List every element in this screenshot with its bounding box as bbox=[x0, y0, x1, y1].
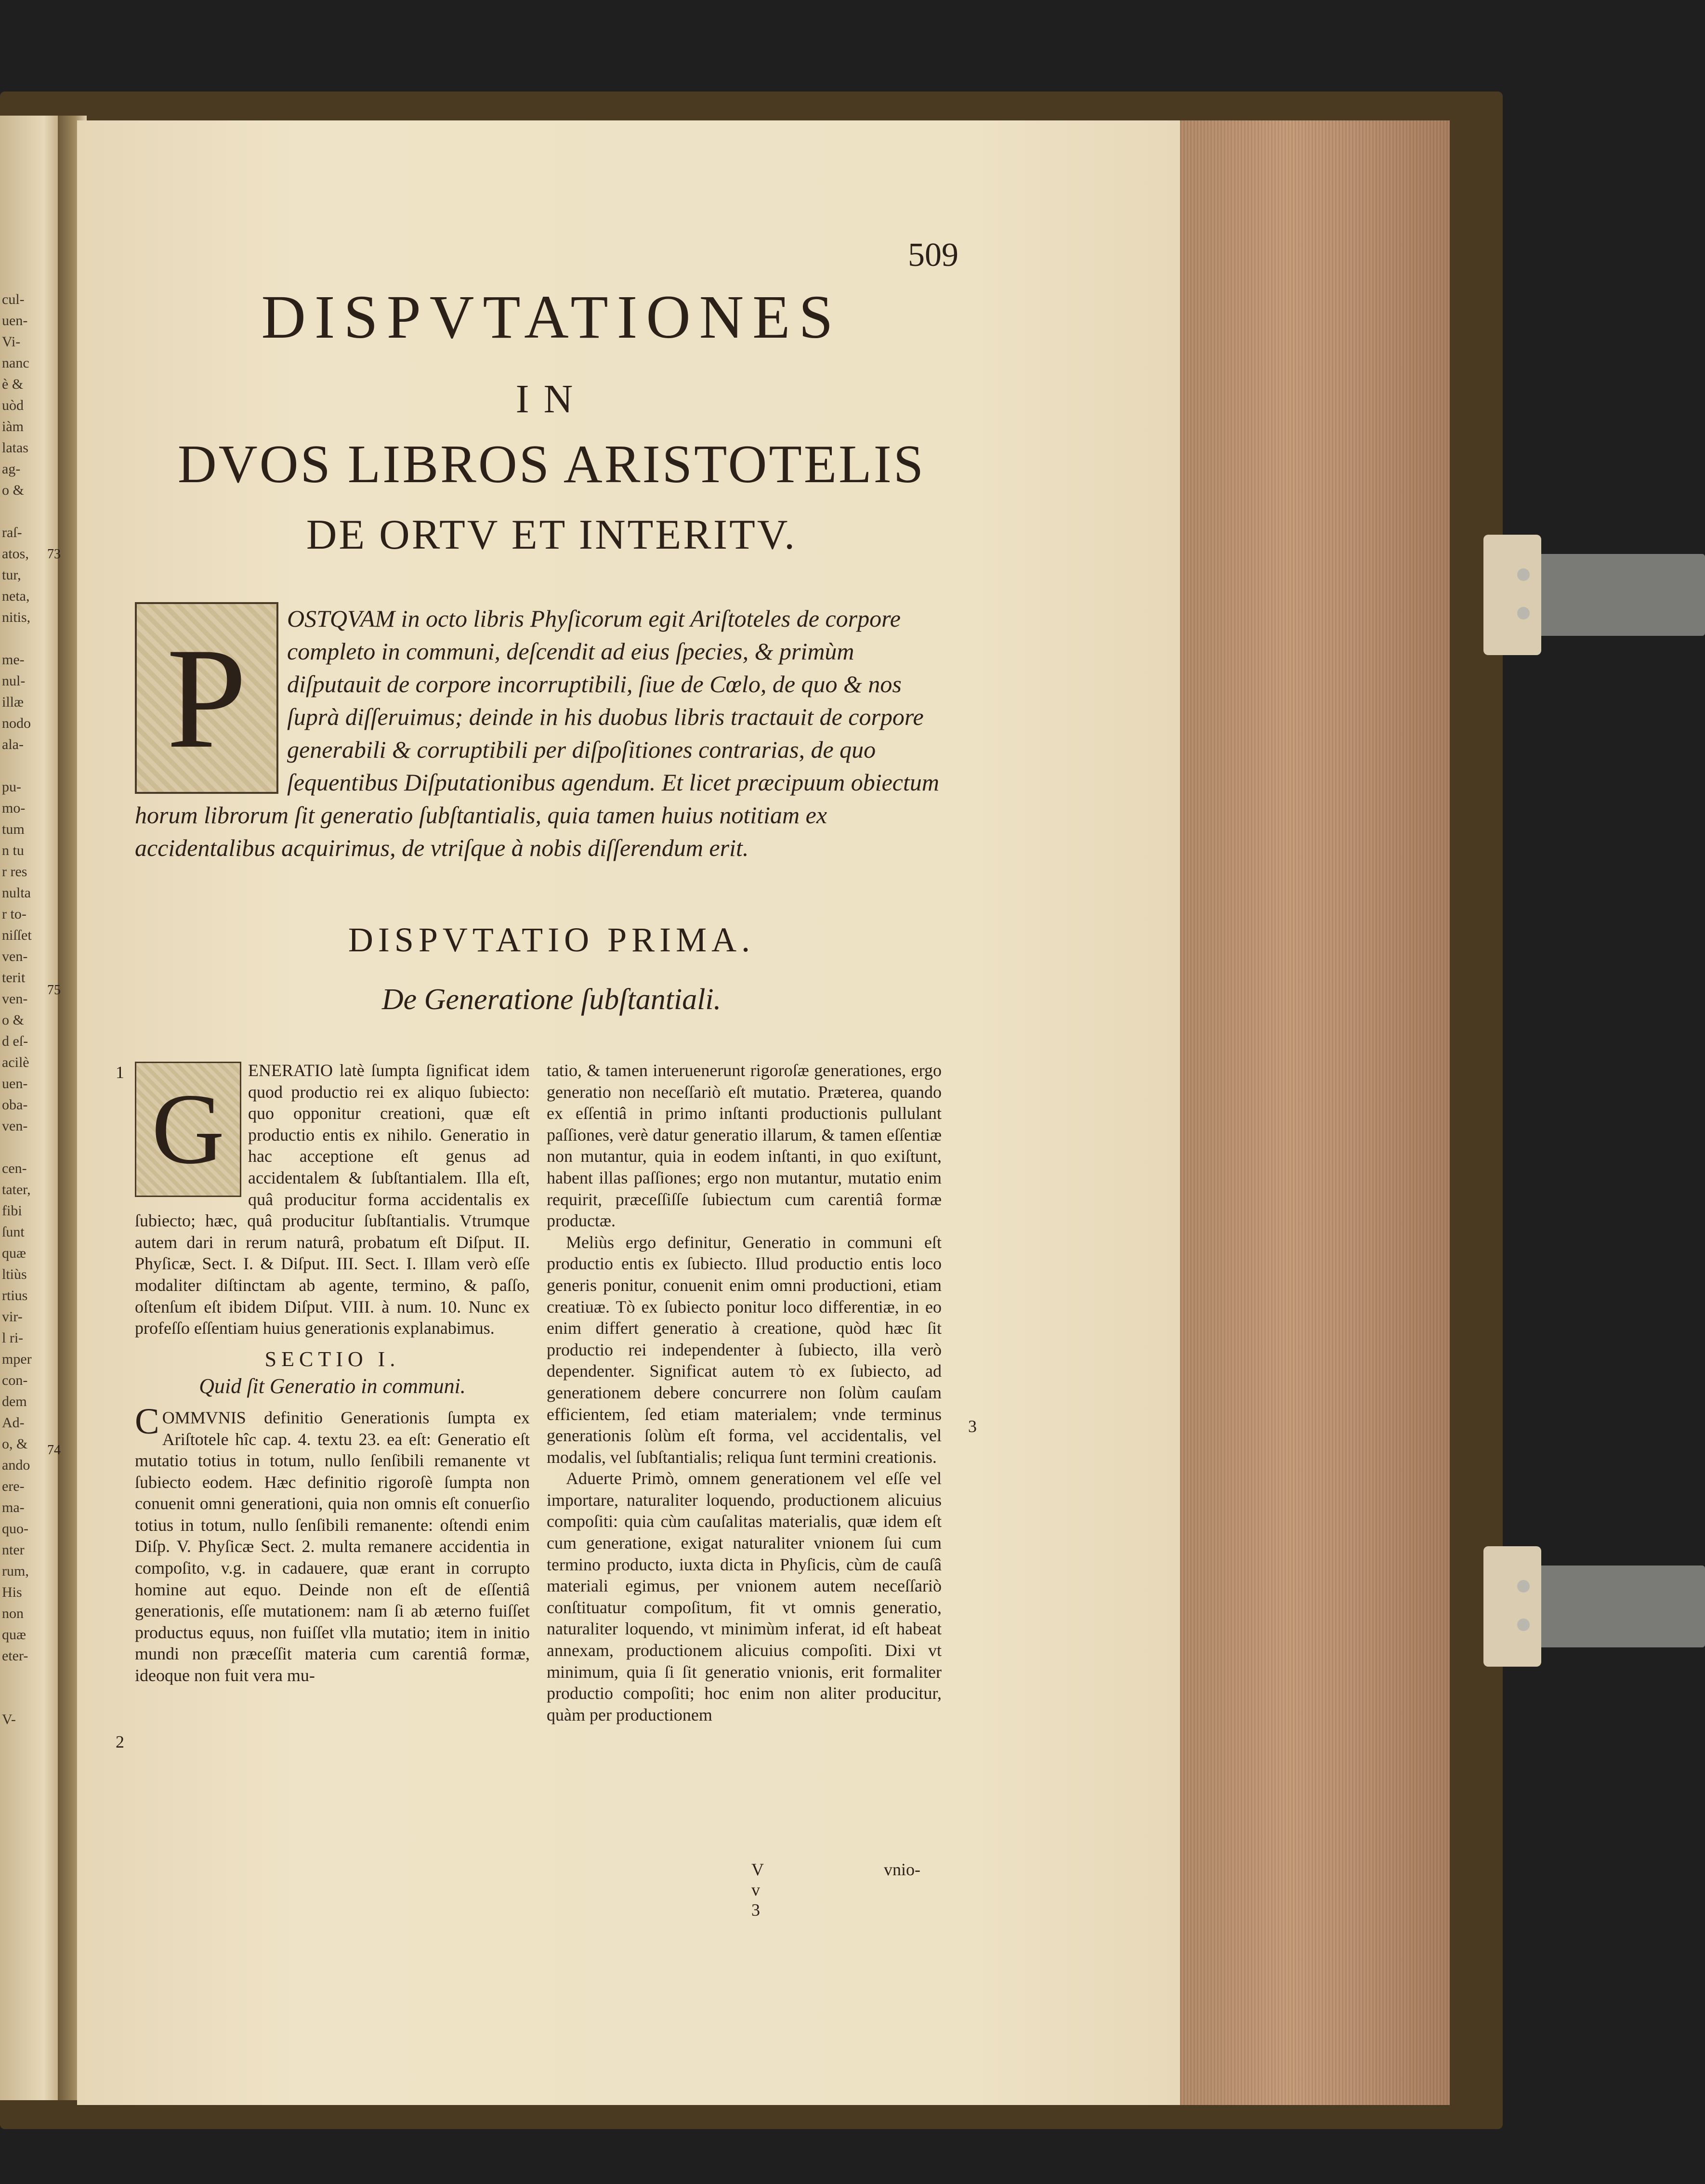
paragraph: Meliùs ergo definitur, Generatio in communi eſt productio entis ex ſubiecto. Illud productio entis loco generis ponitur, conuenit enim omni productioni, etiam creatiuæ. Tò ex ſubiecto ponitur loco differentiæ, in eo enim differt generatio à creatione, quòd hæc ſit productio rei independenter à ſubiecto, illa verò dependenter. Significat autem τὸ ex ſubiecto, ad generationem debere concurrere non ſolùm cauſam efficientem, ſed etiam materialem; vnde terminus generationis ſolùm eſt forma, vel accidentalis, vel modalis, vel ſubſtantialis; reliqua ſunt termini creationis. bbox=[547, 1232, 942, 1467]
left-page-fragment: rum, bbox=[2, 1563, 29, 1579]
left-page-fragment: o & bbox=[2, 1012, 24, 1028]
left-page-text bbox=[0, 116, 63, 1730]
upper-clasp bbox=[1498, 554, 1705, 636]
left-page-fragment: quæ bbox=[2, 1627, 26, 1643]
margin-number: 3 bbox=[968, 1417, 977, 1436]
left-page-fragment: cul- bbox=[2, 291, 25, 307]
disputatio-subtitle: De Generatione ſubſtantiali. bbox=[381, 983, 721, 1016]
left-page-fragment: ven- bbox=[2, 1118, 28, 1134]
decorated-initial-letter: G bbox=[151, 1073, 225, 1185]
rivet-icon bbox=[1517, 607, 1530, 619]
left-page-fragment: Ad- bbox=[2, 1415, 25, 1431]
margin-number: 1 bbox=[116, 1063, 124, 1082]
left-page-fragment: con- bbox=[2, 1372, 28, 1388]
left-page-fragment: mper bbox=[2, 1351, 32, 1367]
title-line-1: DISPVTATIONES bbox=[261, 283, 842, 351]
clasp-plate bbox=[1483, 535, 1541, 655]
left-page-fragment: V- bbox=[2, 1711, 16, 1727]
left-page-fragment: cen- bbox=[2, 1160, 27, 1176]
left-page-fragment: atos, bbox=[2, 546, 29, 562]
left-page-fragment: niſſet bbox=[2, 927, 32, 943]
left-page-fragment: pu- bbox=[2, 779, 21, 795]
intro-paragraph bbox=[135, 602, 954, 864]
section-heading: SECTIO I. bbox=[264, 1347, 400, 1371]
left-page-fragment: nul- bbox=[2, 673, 26, 689]
left-page-fragment: nanc bbox=[2, 355, 29, 371]
signature-mark: V v 3 bbox=[751, 1860, 764, 1920]
left-page-fragment: n tu bbox=[2, 842, 24, 858]
paragraph: Aduerte Primò, omnem generationem vel eſſe vel importare, naturaliter loquendo, productionem alicuius compoſiti: quia cùm cauſalitas materialis, quæ idem eſt cum generatione, exigat naturaliter vnionem ſui cum termino producto, iuxta dicta in Phyſicis, cùm de cauſâ materiali egimus, per vnionem autem neceſſariò conſtituatur compoſitum, fit vt omnis generatio, naturaliter loquendo, vt minimùm inferat, id eſt habeat annexam, productionem alicuius compoſiti. Dixi vt minimum, quia ſi ſit generatio vnionis, erit formaliter productio compoſiti; hoc enim non aliter producitur, quàm per productionem bbox=[547, 1469, 942, 1724]
left-page-fragment: ſunt bbox=[2, 1224, 25, 1240]
left-page-fragment: r res bbox=[2, 864, 27, 880]
left-page-fragment: latas bbox=[2, 440, 28, 456]
left-page-fragment: neta, bbox=[2, 588, 30, 604]
paragraph: tatio, & tamen interuenerunt rigoroſæ generationes, ergo generatio non neceſſariò eſt mutatio. Præterea, quando ex eſſentiâ in primo inſtanti productionis pullulant paſſiones, verè datur generatio illarum, & tamen eſſentiæ non mutantur, quia in eodem inſtanti, in quo exiſtunt, habent illas paſſiones; ergo non mutantur, mutatio enim requirit, præceſſiſſe ſubiectum cum carentiâ formæ productæ. bbox=[547, 1061, 942, 1231]
left-page-edge bbox=[0, 116, 63, 2100]
left-page-fragment bbox=[0, 755, 63, 776]
left-page-fragment: terit bbox=[2, 970, 26, 986]
left-page-fragment: oba- bbox=[2, 1097, 28, 1113]
left-page-fragment: ma- bbox=[2, 1500, 25, 1515]
left-page-fragment bbox=[0, 1137, 63, 1158]
left-page-fragment: acilè bbox=[2, 1054, 29, 1070]
left-page-fragment: ala- bbox=[2, 737, 24, 752]
paragraph bbox=[135, 1401, 530, 1686]
left-page-fragment: nitis, bbox=[2, 609, 31, 625]
section-subtitle: Quid ſit Generatio in communi. bbox=[199, 1374, 466, 1398]
left-page-fragment bbox=[0, 1688, 63, 1709]
left-page-fragment: nulta bbox=[2, 885, 31, 901]
left-page-fragment: quæ bbox=[2, 1245, 26, 1261]
left-page-fragment: ltiùs bbox=[2, 1266, 27, 1282]
paragraph-text: ENERATIO latè ſumpta ſignificat idem quod productio rei ex aliquo ſubiecto: quo opponitur creationi, quæ eſt productio entis ex nihilo. Generatio in hac acceptione eſt genus ad accidentalem & ſubſtantialem. Illa eſt, quâ producitur forma accidentalis ex ſubiecto; hæc, quâ producitur ſubſtantialis. Vtrumque autem dari in rerum naturâ, probatum eſt Diſput. II. Phyſicæ, Sect. I. & Diſput. III. Sect. I. Illam verò eſſe modaliter diſtinctam ab agente, termino, & paſſo, oſtenſum eſt ibidem Diſput. VIII. à num. 10. Nunc ex profeſſo eſſentiam huius generationis explanabimus. bbox=[135, 1061, 530, 1338]
left-page-fragment: rtius bbox=[2, 1288, 28, 1303]
decorated-initial bbox=[135, 1062, 241, 1197]
left-page-fragment: uen- bbox=[2, 313, 28, 329]
left-page-fragment: ag- bbox=[2, 461, 21, 477]
left-page-fragment: vir- bbox=[2, 1309, 23, 1325]
left-page-fragment: uòd bbox=[2, 397, 24, 413]
left-page-fragment: ven- bbox=[2, 948, 28, 964]
left-page-fragment: tum bbox=[2, 821, 25, 837]
left-page-fragment: ven- bbox=[2, 991, 28, 1007]
left-page-fragment: quo- bbox=[2, 1521, 28, 1537]
title-line-4: DE ORTV ET INTERITV. bbox=[306, 512, 797, 558]
page-number: 509 bbox=[908, 237, 958, 274]
decorated-initial-letter: P bbox=[166, 618, 247, 778]
decorated-initial bbox=[135, 602, 278, 794]
left-page-fragment: dem bbox=[2, 1394, 27, 1409]
left-page-fragment: raſ- bbox=[2, 525, 22, 540]
left-page-fragment bbox=[0, 501, 63, 522]
rivet-icon bbox=[1517, 568, 1530, 581]
left-page-fragment: me- bbox=[2, 652, 25, 668]
page-fore-edge bbox=[1180, 120, 1450, 2105]
clasp-plate bbox=[1483, 1546, 1541, 1667]
left-page-fragment: mo- bbox=[2, 800, 26, 816]
paragraph bbox=[135, 1060, 530, 1339]
left-page-fragment: illæ bbox=[2, 694, 24, 710]
left-page-fragment: o, & bbox=[2, 1436, 28, 1452]
left-page-fragment: nter bbox=[2, 1542, 25, 1558]
left-page-fragment: nodo bbox=[2, 715, 31, 731]
left-margin-number: 74 bbox=[47, 1443, 61, 1458]
left-page-fragment: r to- bbox=[2, 906, 26, 922]
left-page-fragment: ando bbox=[2, 1457, 30, 1473]
left-page-fragment: l ri- bbox=[2, 1330, 24, 1346]
left-page-fragment: Vi- bbox=[2, 334, 21, 350]
intro-text: OSTQVAM in octo libris Phyſicorum egit Ariſtoteles de corpore completo in communi, deſcendit ad eius ſpecies, & primùm diſputauit de corpore incorruptibili, ſiue de Cœlo, de quo & nos ſuprà diſſeruimus; deinde in his duobus libris tractauit de corpore generabili & corruptibili per diſpoſitiones contrarias, de quo ſequentibus Diſputationibus agendum. Et licet præcipuum obiectum horum librorum ſit generatio ſubſtantialis, quia tamen huius notitiam ex accidentalibus acquirimus, de vtriſque à nobis diſſerendum erit. bbox=[135, 605, 940, 861]
disputatio-heading: DISPVTATIO PRIMA. bbox=[348, 921, 755, 959]
lower-clasp bbox=[1498, 1566, 1705, 1647]
left-page-fragment: His bbox=[2, 1584, 22, 1600]
rivet-icon bbox=[1517, 1618, 1530, 1631]
left-page-fragment: è & bbox=[2, 376, 24, 392]
left-page-fragment: tater, bbox=[2, 1182, 31, 1197]
right-column bbox=[547, 1060, 942, 1725]
left-page-fragment: o & bbox=[2, 482, 24, 498]
catchword: vnio- bbox=[884, 1860, 920, 1879]
left-page-fragment: d eſ- bbox=[2, 1033, 28, 1049]
paragraph-text: OMMVNIS definitio Generationis ſumpta ex Ariſtotele hîc cap. 4. textu 23. ea eſt: Generatio eſt mutatio totius in totum, nullo ſenſibili remanente vt ſubiecto eodem. Hæc definitio rigoroſè ſumpta non conuenit omni generationi, quia non omnis eſt conuerſio totius in totum, nullo ſenſibili remanente: oſtendi enim Diſp. V. Phyſicæ Sect. 2. multa remanere accidentia in compoſito, v.g. in cadauere, quæ erant in corrupto homine aut equo. Deinde non eſt de eſſentiâ generationis, eſſe mutationem: nam ſi ab æterno fuiſſet productus equus, non fuiſſet vlla mutatio; item in initio mundi non præceſſit materia cum carentiâ formæ, ideoque non fuit vera mu- bbox=[135, 1408, 530, 1685]
left-column bbox=[135, 1060, 530, 1686]
margin-number: 2 bbox=[116, 1732, 124, 1751]
left-page-fragment: ere- bbox=[2, 1478, 25, 1494]
left-page-fragment: non bbox=[2, 1605, 24, 1621]
left-page-fragment bbox=[0, 628, 63, 649]
left-page-fragment: tur, bbox=[2, 567, 21, 583]
left-page-fragment: fibi bbox=[2, 1203, 22, 1219]
initial-letter: C bbox=[135, 1401, 159, 1442]
left-page-fragment: eter- bbox=[2, 1648, 28, 1664]
left-page-fragment: iàm bbox=[2, 419, 24, 434]
left-page-fragment: uen- bbox=[2, 1076, 28, 1092]
title-line-3: DVOS LIBROS ARISTOTELIS bbox=[177, 434, 926, 494]
rivet-icon bbox=[1517, 1580, 1530, 1592]
left-margin-number: 73 bbox=[47, 547, 61, 562]
title-line-2: IN bbox=[515, 377, 588, 421]
left-margin-number: 75 bbox=[47, 983, 61, 998]
left-page-fragment bbox=[0, 1667, 63, 1688]
